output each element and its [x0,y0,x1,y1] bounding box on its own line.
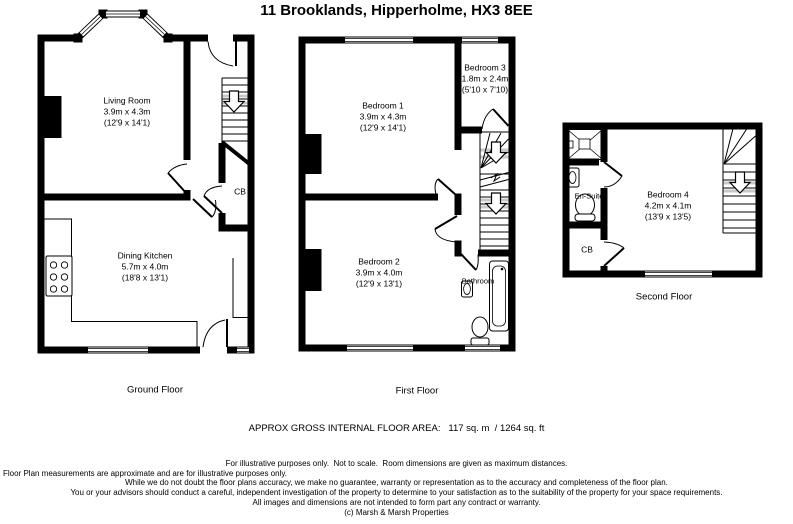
disclaimer-block [0,459,793,517]
room-label-bedroom-2: Bedroom 2 3.9m x 4.0m (12'9 x 13'1) [355,256,403,289]
bay-window [74,10,173,43]
disclaimer-line: Floor Plan measurements are approximate and are for illustrative purposes only. [3,468,287,478]
room-label-cupboard-second: CB [581,244,593,255]
hob-icon [46,256,72,296]
page-title: 11 Brooklands, Hipperholme, HX3 8EE [260,2,533,19]
room-label-bedroom-1: Bedroom 1 3.9m x 4.3m (12'9 x 14'1) [359,100,407,133]
toilet-icon [471,317,489,345]
floor-label-second: Second Floor [635,291,693,303]
ground-floor-plan [38,10,255,354]
room-label-cupboard-ground: CB [234,186,246,197]
room-label-dining-kitchen: Dining Kitchen 5.7m x 4.0m (18'8 x 13'1) [117,250,173,283]
windows-second [645,272,712,275]
walls-ground [38,14,255,354]
staircase-second [723,128,756,233]
disclaimer-line: All images and dimensions are not intended to form part any contract or warranty. [252,497,541,507]
room-label-living-room: Living Room 3.9m x 4.3m (12'9 x 14'1) [103,95,151,128]
gross-internal-area: APPROX GROSS INTERNAL FLOOR AREA: 117 sq. m / 1264 sq. ft [248,423,545,434]
disclaimer-line: You or your advisors should conduct a careful, independent investigation of the property to determine to your satisfaction as to the suitability of the property for your space requirements. [70,488,723,498]
room-label-bedroom-3: Bedroom 3 1.8m x 2.4m (5'10 x 7'10) [461,62,509,95]
room-label-bathroom: Bathroom [461,276,495,286]
staircase-first [480,132,509,252]
disclaimer-line: For illustrative purposes only. Not to scale. Room dimensions are given as maximum distances. [225,459,568,468]
room-label-ensuite: En-Suite [574,191,604,201]
room-label-bedroom-4: Bedroom 4 4.2m x 4.1m (13'9 x 13'5) [644,189,692,222]
floor-label-ground: Ground Floor [127,384,183,396]
shower-icon [568,130,603,160]
staircase-ground [222,78,250,164]
stair-break-line [480,173,509,188]
down-arrow-icon [224,91,244,112]
floor-label-first: First Floor [395,385,439,397]
disclaimer-line: While we do not doubt the floor plans accuracy, we make no guarantee, warranty or representation as to the accuracy and completeness of the floor plan. [125,478,668,488]
understair-diagonal [222,142,250,164]
bath-icon [490,261,509,331]
copyright-line: (c) Marsh & Marsh Properties [344,507,449,517]
